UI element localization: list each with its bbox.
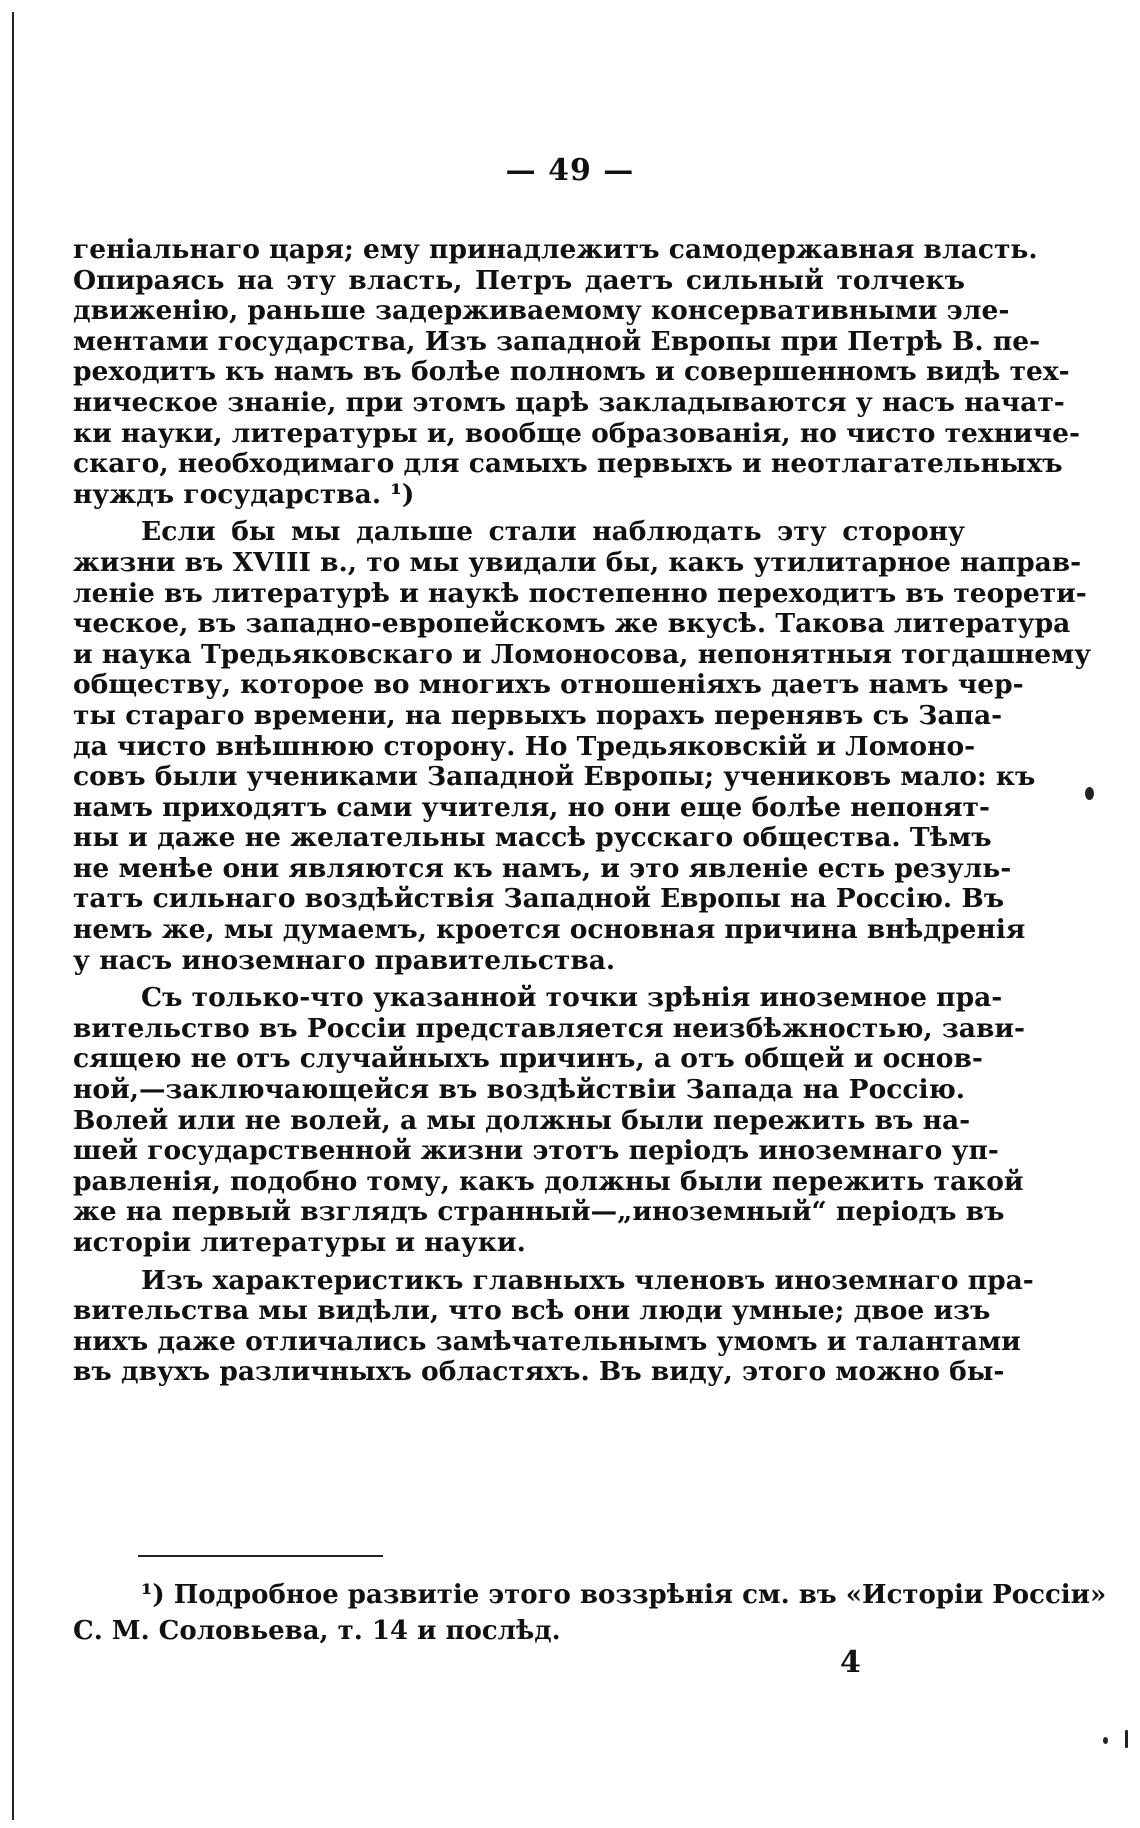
text-line: реходитъ къ намъ въ болѣе полномъ и совершенномъ видѣ тех- bbox=[73, 356, 1070, 388]
text-line: Изъ характеристикъ главныхъ членовъ иноземнаго пра- bbox=[141, 1264, 1034, 1296]
text-line: исторіи литературы и науки. bbox=[73, 1227, 526, 1258]
footnote-separator bbox=[138, 1555, 383, 1557]
text-line: геніальнаго царя; ему принадлежитъ самодержавная власть. bbox=[73, 234, 1038, 265]
text-line: ной,—заключающейся въ воздѣйствіи Запада на Россію. bbox=[73, 1074, 965, 1106]
text-line: жизни въ XVIII в., то мы увидали бы, какъ утилитарное направ- bbox=[73, 546, 1082, 578]
signature-mark: 4 bbox=[840, 1645, 861, 1680]
text-line: не менѣе они являются къ намъ, и это явленіе есть резуль- bbox=[73, 852, 1012, 884]
text-line: намъ приходятъ сами учителя, но они еще болѣе непонят- bbox=[73, 791, 990, 823]
text-line: вительство въ Россіи представляется неизбѣжностью, зави- bbox=[73, 1012, 1026, 1044]
ink-speck bbox=[1103, 1737, 1108, 1744]
text-line: движенію, раньше задерживаемому консервативными эле- bbox=[73, 295, 1010, 327]
text-line: нихъ даже отличались замѣчательнымъ умомъ и талантами bbox=[73, 1325, 1021, 1357]
text-line: Опираясь на эту власть, Петръ даетъ сильный толчекъ bbox=[73, 264, 965, 296]
text-line: у насъ иноземнаго правительства. bbox=[73, 944, 616, 976]
footnote-line-1: ¹) Подробное развитіе этого воззрѣнія см. въ «Исторіи Россіи» bbox=[141, 1580, 1107, 1610]
page-edge-line bbox=[12, 12, 14, 1820]
text-line: же на первый взглядъ странный—„иноземный“ періодъ въ bbox=[73, 1196, 1005, 1228]
text-line: совъ были учениками Западной Европы; учениковъ мало: къ bbox=[73, 761, 1036, 793]
text-line: равленія, подобно тому, какъ должны были пережить такой bbox=[73, 1165, 1024, 1197]
text-line: въ двухъ различныхъ областяхъ. Въ виду, этого можно бы- bbox=[73, 1356, 1005, 1388]
text-line: скаго, необходимаго для самыхъ первыхъ и неотлагательныхъ bbox=[73, 448, 1063, 480]
text-line: Съ только-что указанной точки зрѣнія иноземное пра- bbox=[141, 982, 1003, 1014]
text-line: вительства мы видѣли, что всѣ они люди умные; двое изъ bbox=[73, 1295, 991, 1327]
ink-speck bbox=[1085, 787, 1094, 800]
text-line: ческое, въ западно-европейскомъ же вкусѣ. Такова литература bbox=[73, 608, 1071, 640]
text-line: леніе въ литературѣ и наукѣ постепенно переходитъ въ теорети- bbox=[73, 577, 1087, 609]
body-text bbox=[73, 234, 1092, 1388]
ink-speck bbox=[1125, 1730, 1128, 1748]
text-line: да чисто внѣшнюю сторону. Но Тредьяковскій и Ломоно- bbox=[73, 730, 976, 762]
text-line: Если бы мы дальше стали наблюдать эту сторону bbox=[141, 516, 965, 548]
text-line: ментами государства, Изъ западной Европы при Петрѣ В. пе- bbox=[73, 325, 1041, 357]
page-number: — 49 — bbox=[505, 153, 635, 188]
text-line: нуждъ государства. ¹) bbox=[73, 478, 415, 510]
text-line: ты стараго времени, на первыхъ порахъ перенявъ съ Запа- bbox=[73, 699, 1003, 731]
text-line: обществу, которое во многихъ отношеніяхъ даетъ намъ чер- bbox=[73, 669, 1024, 701]
text-line: сящею не отъ случайныхъ причинъ, а отъ общей и основ- bbox=[73, 1043, 983, 1075]
text-line: ки науки, литературы и, вообще образованія, но чисто техниче- bbox=[73, 417, 1081, 449]
text-line: шей государственной жизни этотъ періодъ иноземнаго уп- bbox=[73, 1135, 999, 1167]
footnote-line-2: С. М. Соловьева, т. 14 и послѣд. bbox=[73, 1616, 561, 1646]
text-line: ны и даже не желательны массѣ русскаго общества. Тѣмъ bbox=[73, 822, 992, 854]
text-line: и наука Тредьяковскаго и Ломоносова, непонятныя тогдашнему bbox=[73, 638, 1092, 670]
footnote bbox=[73, 1577, 1107, 1649]
text-line: ническое знаніе, при этомъ царѣ закладываются у насъ начат- bbox=[73, 386, 1065, 418]
text-line: немъ же, мы думаемъ, кроется основная причина внѣдренія bbox=[73, 914, 1026, 946]
text-line: Волей или не волей, а мы должны были пережить въ на- bbox=[73, 1104, 971, 1136]
text-line: татъ сильнаго воздѣйствія Западной Европы на Россію. Въ bbox=[73, 883, 1005, 915]
